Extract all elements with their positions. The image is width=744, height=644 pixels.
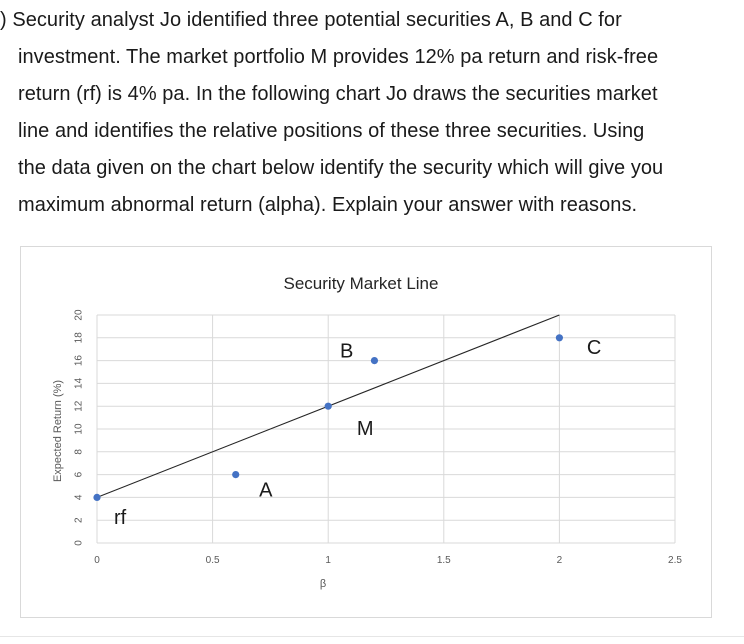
- y-tick-label: 18: [73, 332, 85, 344]
- data-point-c: [556, 334, 563, 341]
- y-tick-label: 10: [73, 423, 85, 435]
- annotation-b: B: [340, 340, 354, 363]
- data-point-b: [371, 357, 378, 364]
- chart-frame: [20, 246, 712, 618]
- data-point-rf: [93, 494, 100, 501]
- y-tick-label: 20: [73, 309, 85, 321]
- y-tick-label: 12: [73, 400, 85, 412]
- x-tick-label: 0: [94, 555, 100, 566]
- annotation-layer: [114, 337, 601, 529]
- x-tick-label: 1: [325, 555, 331, 566]
- y-tick-label: 16: [73, 355, 85, 367]
- y-tick-label: 2: [73, 517, 85, 523]
- question-line-4: line and identifies the relative positions of these three securities. Using: [18, 120, 645, 142]
- question-line-2: investment. The market portfolio M provides 12% pa return and risk-free: [18, 46, 659, 68]
- data-point-a: [232, 471, 239, 478]
- x-tick-label: 2: [556, 555, 563, 566]
- y-tick-label: 4: [73, 494, 85, 501]
- y-tick-label: 0: [73, 540, 85, 546]
- x-axis-title: β: [319, 578, 327, 590]
- y-axis-title: Expected Return (%): [52, 379, 64, 483]
- bottom-divider: [0, 636, 744, 637]
- y-tick-label: 14: [73, 377, 85, 389]
- annotation-rf: rf: [114, 506, 127, 529]
- question-line-1: ) Security analyst Jo identified three potential securities A, B and C for: [0, 9, 622, 31]
- x-tick-label: 0.5: [205, 555, 220, 566]
- security-market-line-chart: [21, 247, 711, 617]
- question-line-3: return (rf) is 4% pa. In the following chart Jo draws the securities market: [18, 83, 658, 105]
- annotation-a: A: [259, 479, 273, 502]
- annotation-c: C: [586, 337, 602, 360]
- question-line-6: maximum abnormal return (alpha). Explain your answer with reasons.: [18, 194, 638, 216]
- y-tick-label: 8: [73, 449, 85, 455]
- x-tick-label: 2.5: [668, 555, 682, 566]
- chart-title: Security Market Line: [283, 274, 439, 293]
- data-point-m: [325, 403, 332, 410]
- x-tick-label: 1.5: [436, 555, 451, 566]
- y-tick-label: 6: [73, 471, 85, 478]
- annotation-m: M: [356, 418, 374, 440]
- question-line-5: the data given on the chart below identify the security which will give you: [18, 157, 664, 179]
